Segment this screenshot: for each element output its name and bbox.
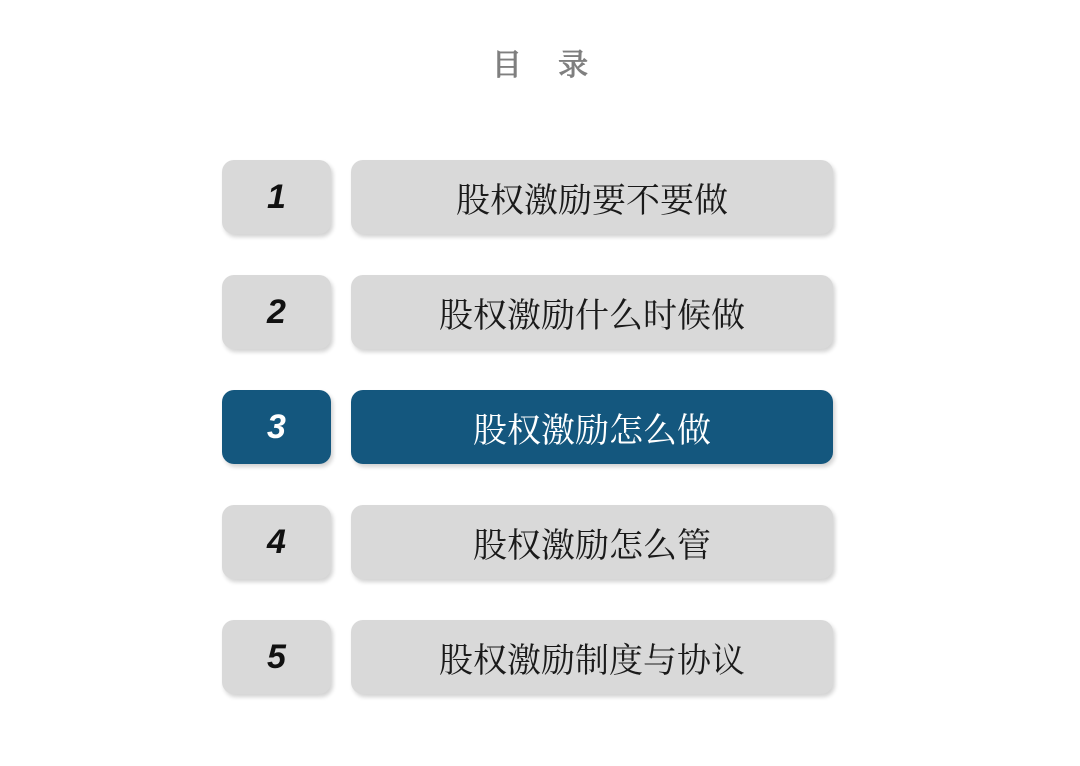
- toc-row-1[interactable]: [222, 160, 833, 234]
- toc-item-number[interactable]: 2: [222, 275, 331, 349]
- toc-item-number[interactable]: 3: [222, 390, 331, 464]
- toc-item-number[interactable]: 1: [222, 160, 331, 234]
- toc-item-number[interactable]: 4: [222, 505, 331, 579]
- toc-row-5[interactable]: [222, 620, 833, 694]
- toc-item-number[interactable]: 5: [222, 620, 331, 694]
- toc-item-label[interactable]: 股权激励怎么做: [351, 390, 833, 464]
- toc-row-2[interactable]: [222, 275, 833, 349]
- toc-row-4[interactable]: [222, 505, 833, 579]
- toc-row-3[interactable]: [222, 390, 833, 464]
- page-title: 目 录: [491, 49, 603, 82]
- toc-item-label[interactable]: 股权激励制度与协议: [351, 620, 833, 694]
- toc-item-label[interactable]: 股权激励什么时候做: [351, 275, 833, 349]
- toc-item-label[interactable]: 股权激励怎么管: [351, 505, 833, 579]
- toc-list: [222, 160, 833, 694]
- toc-item-label[interactable]: 股权激励要不要做: [351, 160, 833, 234]
